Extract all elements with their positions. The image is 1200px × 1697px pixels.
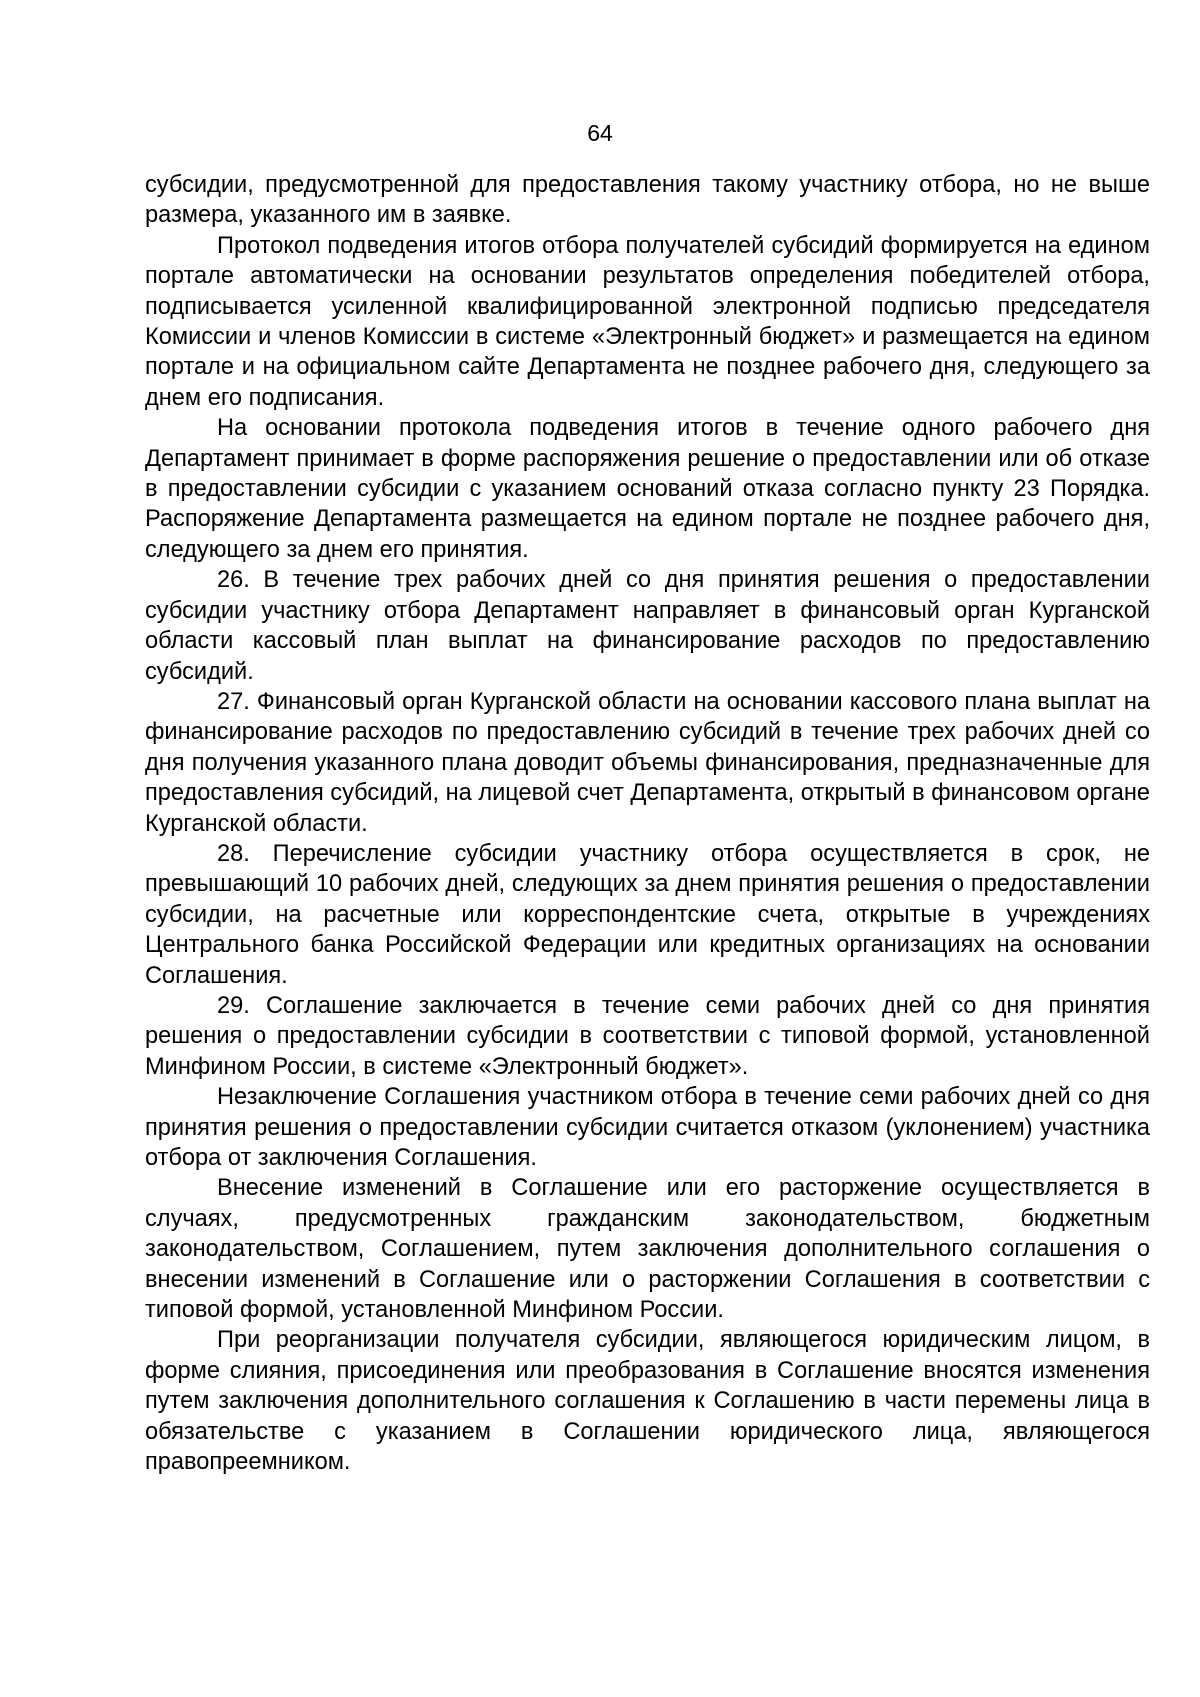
paragraph-item-27: 27. Финансовый орган Курганской области на основании кассового плана выплат на финансирование расходов по предоставлению субсидий в течение трех рабочих дней со дня получения указанного плана доводит объемы финансирования, предназначенные для предоставления субсидий, на лицевой счет Департамента, открытый в финансовом органе Курганской области.: [145, 688, 1150, 837]
paragraph-amendments: Внесение изменений в Соглашение или его расторжение осуществляется в случаях, предусмотренных гражданским законодательством, бюджетным законодательством, Соглашением, путем заключения дополнительного соглашения о внесении изменений в Соглашение или о расторжении Соглашения в соответствии с типовой формой, установленной Минфином России.: [145, 1175, 1150, 1324]
paragraph-item-29: 29. Соглашение заключается в течение семи рабочих дней со дня принятия решения о предоставлении субсидии в соответствии с типовой формой, установленной Минфином России, в системе «Электронный бюджет».: [145, 992, 1150, 1080]
paragraph-non-conclusion: Незаключение Соглашения участником отбора в течение семи рабочих дней со дня принятия решения о предоставлении субсидии считается отказом (уклонением) участника отбора от заключения Соглашения.: [145, 1084, 1150, 1171]
paragraph-decision: На основании протокола подведения итогов в течение одного рабочего дня Департамент принимает в форме распоряжения решение о предоставлении или об отказе в предоставлении субсидии с указанием оснований отказа согласно пункту 23 Порядка. Распоряжение Департамента размещается на едином портале не позднее рабочего дня, следующего за днем его принятия.: [145, 415, 1150, 563]
paragraph-item-28: 28. Перечисление субсидии участнику отбора осуществляется в срок, не превышающий 10 рабочих дней, следующих за днем принятия решения о предоставлении субсидии, на расчетные или корреспондентские счета, открытые в учреждениях Центрального банка Российской Федерации или кредитных организациях на основании Соглашения.: [145, 840, 1150, 989]
paragraph-continuation: субсидии, предусмотренной для предоставления такому участнику отбора, но не выше размера, указанного им в заявке.: [145, 172, 1150, 229]
paragraph-item-26: 26. В течение трех рабочих дней со дня принятия решения о предоставлении субсидии участнику отбора Департамент направляет в финансовый орган Курганской области кассовый план выплат на финансирование расходов по предоставлению субсидий.: [145, 567, 1150, 685]
page-number: 64: [587, 120, 613, 146]
document-body: [145, 170, 1150, 1477]
paragraph-reorganization: При реорганизации получателя субсидии, являющегося юридическим лицом, в форме слияния, присоединения или преобразования в Соглашение вносятся изменения путем заключения дополнительного соглашения к Соглашению в части перемены лица в обязательстве с указанием в Соглашении юридического лица, являющегося правопреемником.: [145, 1327, 1150, 1476]
paragraph-protocol: Протокол подведения итогов отбора получателей субсидий формируется на едином портале автоматически на основании результатов определения победителей отбора, подписывается усиленной квалифицированной электронной подписью председателя Комиссии и членов Комиссии в системе «Электронный бюджет» и размещается на едином портале и на официальном сайте Департамента не позднее рабочего дня, следующего за днем его подписания.: [145, 232, 1150, 411]
